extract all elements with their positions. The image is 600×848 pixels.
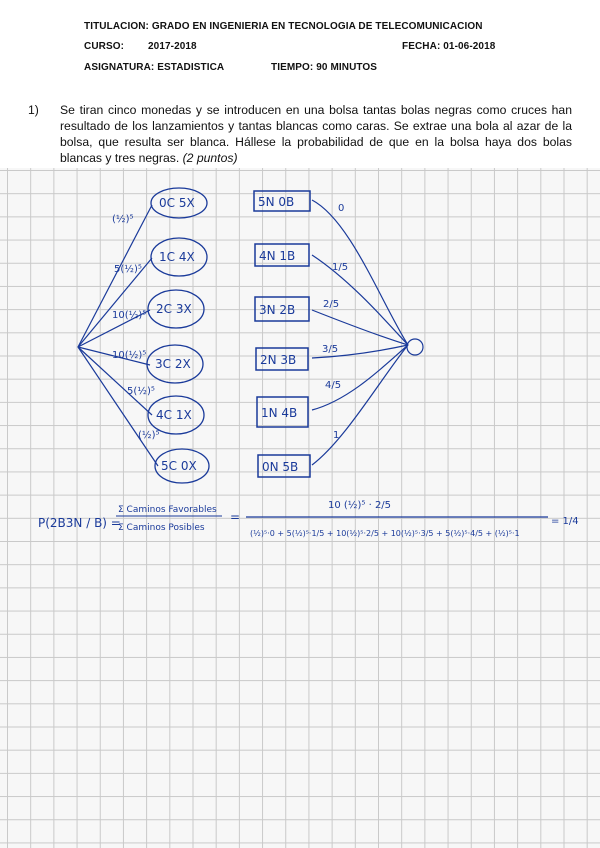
curso-value: 2017-2018	[148, 41, 197, 52]
coin-prob-1: 5(½)⁵	[114, 264, 142, 275]
question-points: (2 puntos)	[182, 151, 238, 165]
coin-prob-5: (½)⁵	[138, 430, 160, 441]
formula-denominator: (½)⁵·0 + 5(½)⁵·1/5 + 10(½)⁵·2/5 + 10(½)⁵·3/5 + 5(½)⁵·4/5 + (½)⁵·1	[250, 529, 520, 538]
tree-lines	[78, 200, 408, 466]
formula-numerator: 10 (½)⁵ · 2/5	[328, 500, 392, 511]
question-statement: Se tiran cinco monedas y se introducen en una bolsa tantas bolas negras como cruces han resultado de los lanzamientos y tantas blancas como caras. Se extrae una bola al azar de la bolsa, que resulta ser blanca. Hállese la probabilidad de que en la bolsa haya dos bolas blancas y tres negras.	[60, 103, 572, 165]
coin-outcome-0: 0C 5X	[159, 196, 195, 210]
white-ball-node	[407, 339, 423, 355]
bag-state-5: 0N 5B	[262, 460, 299, 474]
formula-ratio-num: Σ Caminos Favorables	[118, 505, 217, 515]
bag-state-2: 3N 2B	[259, 303, 296, 317]
bag-state-0: 5N 0B	[258, 195, 295, 209]
titulacion: TITULACION: GRADO EN INGENIERIA EN TECNOLOGIA DE TELECOMUNICACION	[84, 21, 483, 32]
bag-state-4: 1N 4B	[261, 406, 298, 420]
coin-outcome-4: 4C 1X	[156, 408, 192, 422]
coin-outcome-1: 1C 4X	[159, 250, 195, 264]
coin-probabilities	[112, 213, 160, 441]
coin-outcome-2: 2C 3X	[156, 302, 192, 316]
white-prob-0: 0	[338, 203, 345, 214]
curso-label: CURSO:	[84, 41, 125, 52]
coin-prob-3: 10(½)⁵	[112, 350, 147, 361]
white-prob-1: 1/5	[332, 262, 349, 273]
coin-prob-4: 5(½)⁵	[127, 386, 155, 397]
fecha: FECHA: 01-06-2018	[402, 41, 496, 52]
formula-eq: =	[230, 510, 241, 524]
coin-outcome-5: 5C 0X	[161, 459, 197, 473]
white-prob-4: 4/5	[325, 380, 342, 391]
coin-prob-0: (½)⁵	[112, 214, 134, 225]
bag-state-labels	[258, 195, 298, 474]
tiempo: TIEMPO: 90 MINUTOS	[271, 62, 378, 73]
formula-result: = 1/4	[551, 516, 579, 527]
formula-left: P(2B3N / B) =	[38, 516, 121, 530]
asignatura: ASIGNATURA: ESTADISTICA	[84, 62, 225, 73]
bag-state-1: 4N 1B	[259, 249, 296, 263]
formula-ratio-den: Σ Caminos Posibles	[118, 523, 205, 533]
bag-state-3: 2N 3B	[260, 353, 297, 367]
white-prob-5: 1	[333, 430, 340, 441]
white-prob-2: 2/5	[323, 299, 340, 310]
bayes-formula	[38, 499, 579, 538]
coin-prob-2: 10(½)⁵	[112, 310, 147, 321]
question-number: 1)	[28, 103, 39, 117]
white-prob-3: 3/5	[322, 344, 339, 355]
bag-state-boxes	[254, 191, 310, 477]
coin-outcome-3: 3C 2X	[155, 357, 191, 371]
